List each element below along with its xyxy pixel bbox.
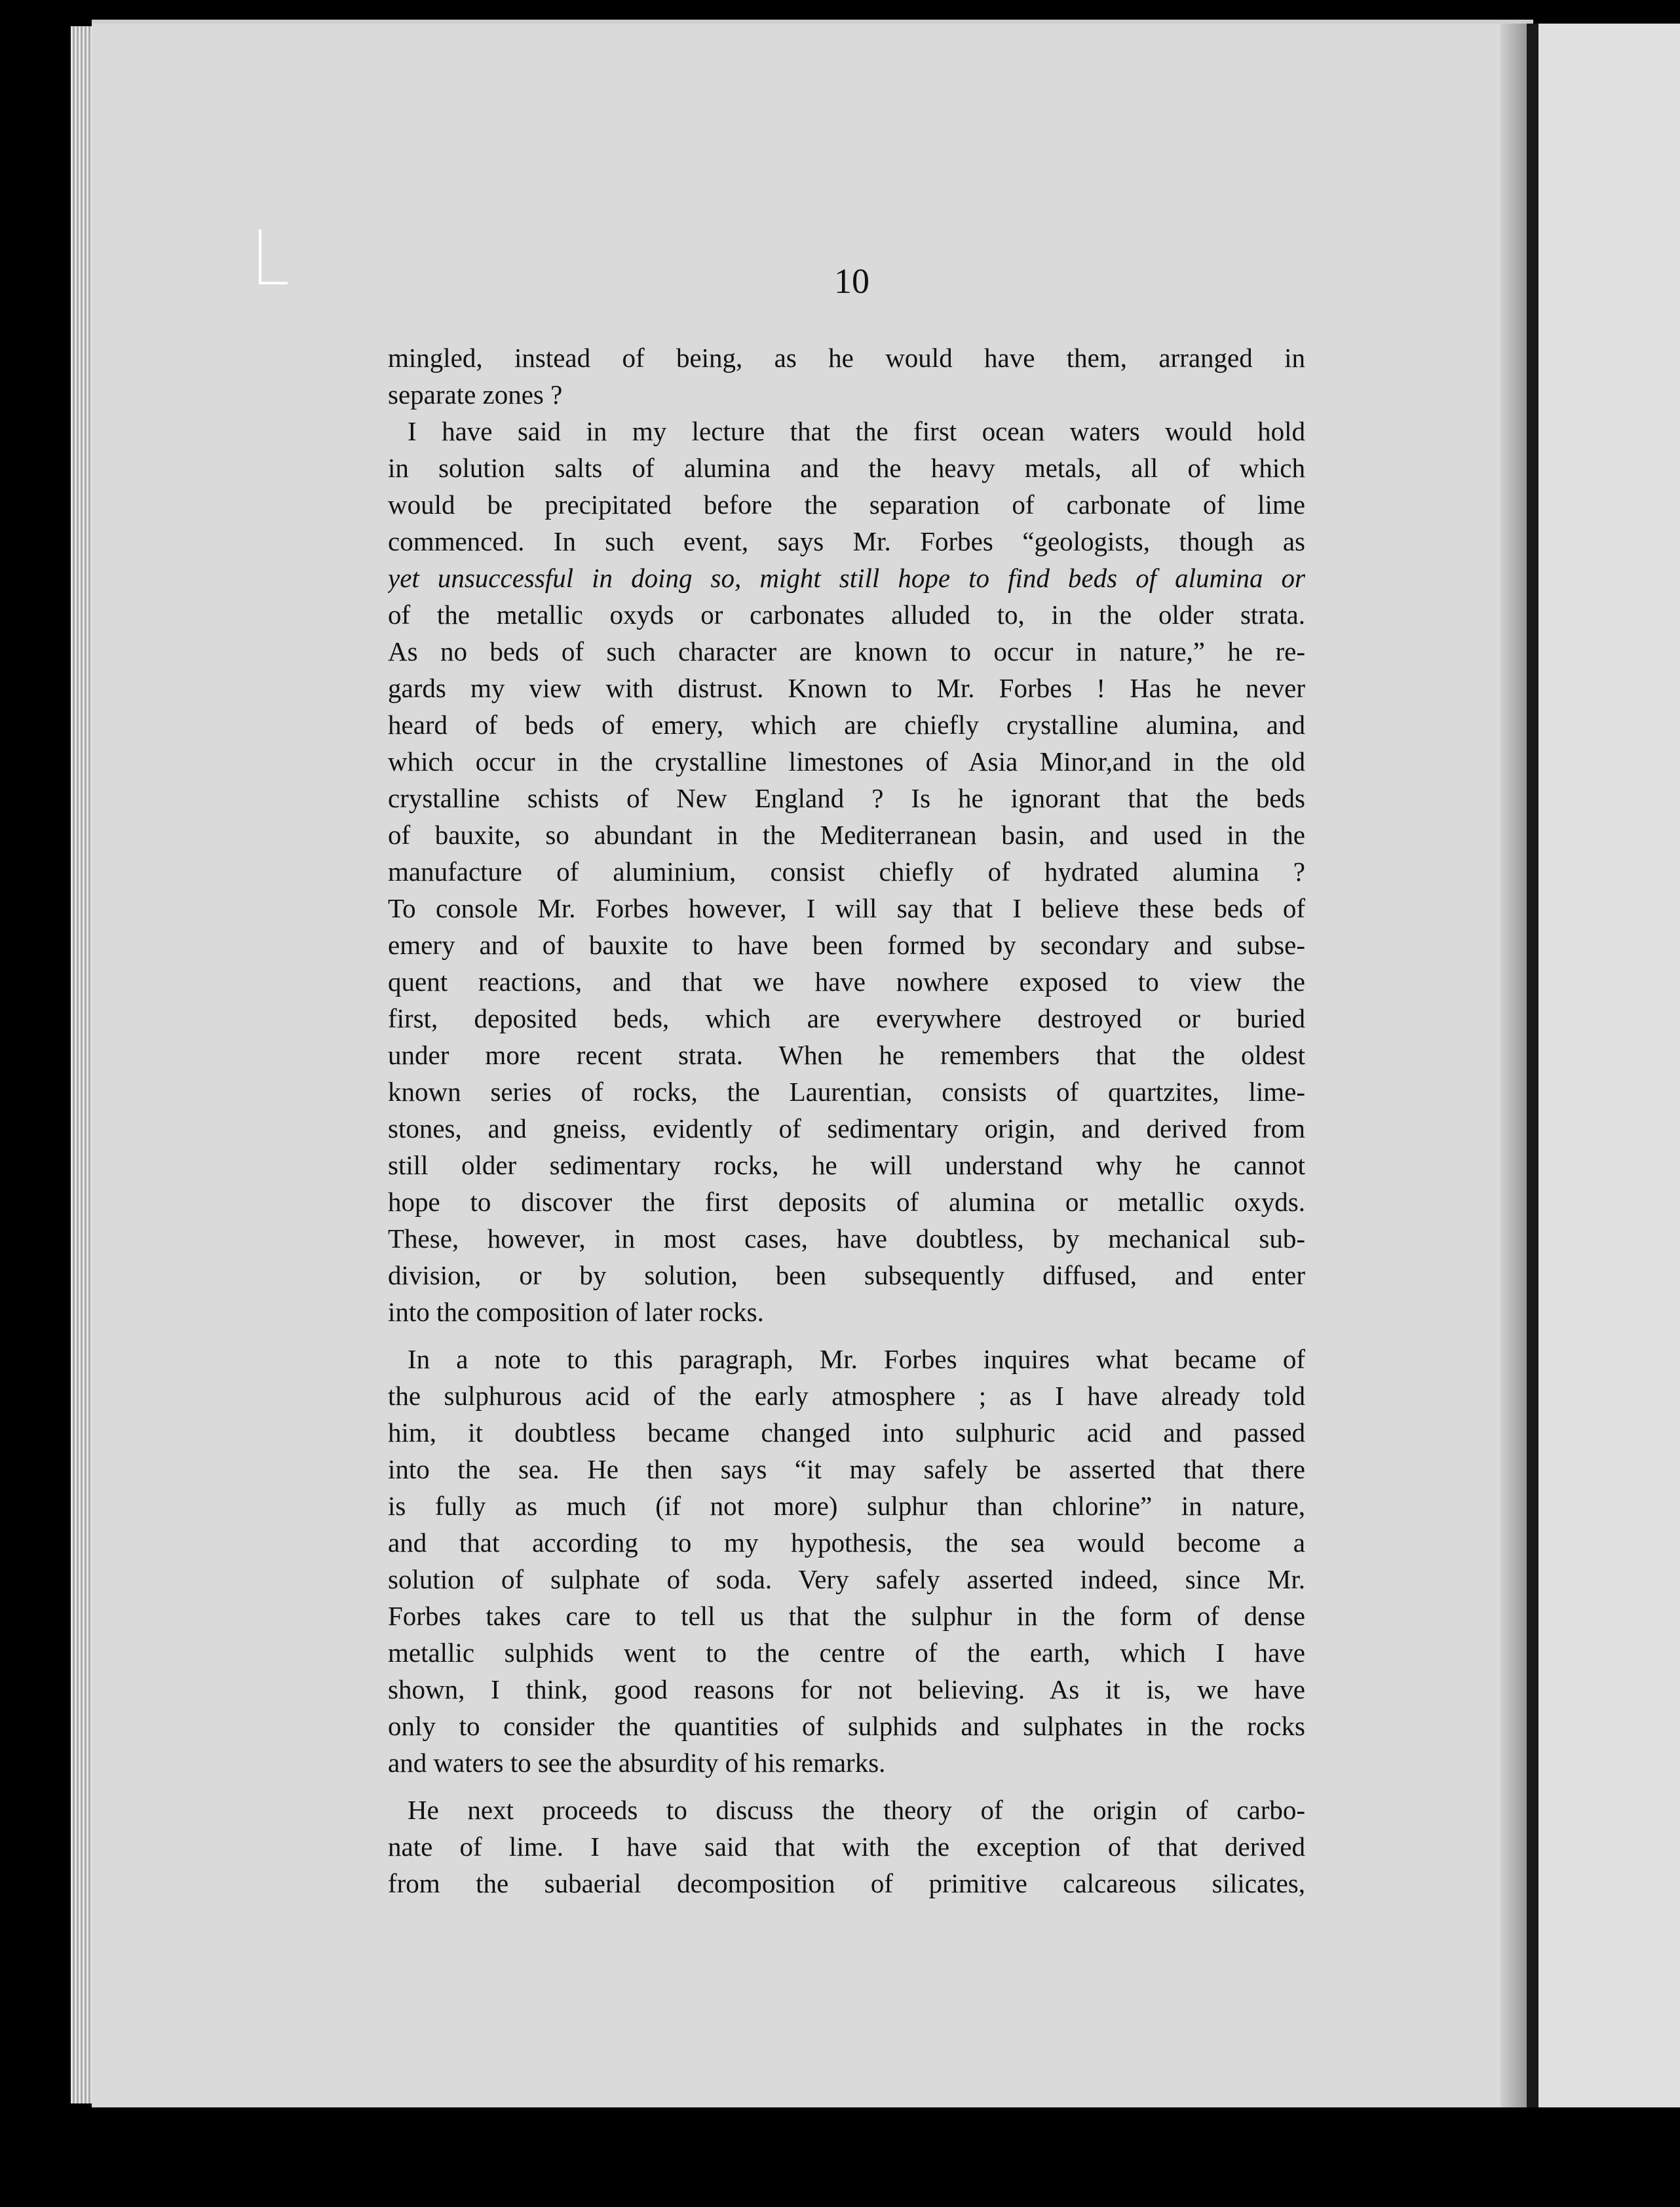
body-text [388,339,1305,1902]
text-line: shown, I think, good reasons for not believing. As it is, we have [388,1674,1305,1704]
text-line: the sulphurous acid of the early atmosphere ; as I have already told [388,1381,1305,1411]
text-line: and that according to my hypothesis, the sea would become a [388,1527,1305,1558]
margin-pencil-mark [259,229,288,284]
text-line: is fully as much (if not more) sulphur than chlorine” in nature, [388,1491,1305,1521]
text-line: metallic sulphids went to the centre of the earth, which I have [388,1638,1305,1668]
text-line: of bauxite, so abundant in the Mediterranean basin, and used in the [388,820,1305,850]
text-line: division, or by solution, been subsequently diffused, and enter [388,1260,1305,1290]
text-line: into the sea. He then says “it may safely be asserted that there [388,1454,1305,1484]
text-line: crystalline schists of New England ? Is he ignorant that the beds [388,783,1305,813]
text-line: and waters to see the absurdity of his remarks. [388,1748,886,1778]
text-line: under more recent strata. When he remembers that the oldest [388,1040,1305,1070]
text-line: In a note to this paragraph, Mr. Forbes inquires what became of [408,1344,1305,1374]
text-line: solution of sulphate of soda. Very safely asserted indeed, since Mr. [388,1564,1305,1594]
text-line: first, deposited beds, which are everywhere destroyed or buried [388,1003,1305,1033]
text-line: To console Mr. Forbes however, I will say that I believe these beds of [388,893,1305,923]
paragraph [388,413,1305,1330]
text-line: only to consider the quantities of sulphids and sulphates in the rocks [388,1711,1305,1741]
page-number: 10 [834,261,869,301]
text-line: mingled, instead of being, as he would have them, arranged in [388,343,1305,373]
text-line: gards my view with distrust. Known to Mr. Forbes ! Has he never [388,673,1305,703]
text-line: in solution salts of alumina and the heavy metals, all of which [388,453,1305,483]
text-line: from the subaerial decomposition of primitive calcareous silicates, [388,1868,1305,1898]
paragraph [388,1341,1305,1781]
text-line: still older sedimentary rocks, he will understand why he cannot [388,1150,1305,1180]
text-line: which occur in the crystalline limestones of Asia Minor,and in the old [388,746,1305,777]
text-line: manufacture of aluminium, consist chiefly of hydrated alumina ? [388,856,1305,887]
scan-border [0,2107,1680,2207]
gutter-fold [1527,24,1538,2107]
text-line: commenced. In such event, says Mr. Forbes “geologists, though as [388,526,1305,556]
text-line: Forbes takes care to tell us that the sulphur in the form of dense [388,1601,1305,1631]
text-line: known series of rocks, the Laurentian, consists of quartzites, lime- [388,1077,1305,1107]
facing-page-edge [1538,24,1680,2107]
text-line: He next proceeds to discuss the theory of the origin of carbo- [408,1795,1305,1825]
text-line: of the metallic oxyds or carbonates alluded to, in the older strata. [388,600,1305,630]
text-line: him, it doubtless became changed into sulphuric acid and passed [388,1417,1305,1448]
text-line: stones, and gneiss, evidently of sedimentary origin, and derived from [388,1113,1305,1143]
text-line: quent reactions, and that we have nowhere exposed to view the [388,967,1305,997]
text-line: These, however, in most cases, have doubtless, by mechanical sub- [388,1223,1305,1254]
paragraph [388,339,1305,413]
text-line: hope to discover the first deposits of alumina or metallic oxyds. [388,1187,1305,1217]
text-line: emery and of bauxite to have been formed by secondary and subse- [388,930,1305,960]
paragraph [388,1792,1305,1902]
text-line: heard of beds of emery, which are chiefly crystalline alumina, and [388,710,1305,740]
text-line: nate of lime. I have said that with the exception of that derived [388,1832,1305,1862]
text-line: As no beds of such character are known to occur in nature,” he re- [388,636,1305,666]
text-line: into the composition of later rocks. [388,1297,764,1327]
text-line: yet unsuccessful in doing so, might still hope to find beds of alumina or [388,563,1305,593]
text-line: I have said in my lecture that the first ocean waters would hold [408,416,1305,446]
text-line: separate zones ? [388,379,563,410]
text-line: would be precipitated before the separation of carbonate of lime [388,489,1305,520]
